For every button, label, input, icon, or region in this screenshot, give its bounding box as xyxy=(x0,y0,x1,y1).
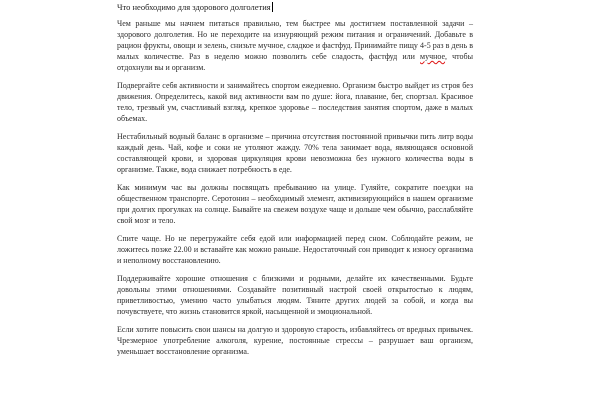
misspelled-word[interactable]: мучное xyxy=(420,52,446,61)
paragraph-habits: Если хотите повысить свои шансы на долгую и здоровую старость, избавляйтесь от вредных привычек. Чрезмерное употребление алкоголя, курение, постоянные стрессы – разрушает ваш организм, уменьшает восстановление организма. xyxy=(117,325,473,356)
document-title-line[interactable] xyxy=(117,1,473,13)
paragraph-relationships: Поддерживайте хорошие отношения с близкими и родными, делайте их качественными. Будьте довольны этими отношениями. Создавайте позитивный настрой своей открытостью к людям, приветливостью, умению часто улыбаться людям. Тяните других людей за собой, и когда вы почувствуете, что жизнь становится яркой, насыщенной и эмоциональной. xyxy=(117,274,473,316)
paragraph-sleep: Спите чаще. Но не перегружайте себя едой или информацией перед сном. Соблюдайте режим, не ложитесь позже 22.00 и вставайте как можно раньше. Недостаточный сон приводит к износу организма и неполному восстановлению. xyxy=(117,234,473,265)
paragraph-nutrition xyxy=(117,18,473,73)
paragraph-water: Нестабильный водный баланс в организме – причина отсутствия постоянной привычки пить литр воды каждый день. Чай, кофе и соки не утоляют жажду. 70% тела занимает вода, являющаяся основной составляющей крови, и здоровая циркуляция крови невозможна без нужного количества воды в организме. Также, вода снижает потребность в еде. xyxy=(117,132,473,174)
paragraph-activity: Подвергайте себя активности и занимайтесь спортом ежедневно. Организм быстро выйдет из строя без движения. Определитесь, какой вид активности вам по душе: йога, плавание, бег, спортзал. Красивое тело, трезвый ум, счастливый взгляд, крепкое здоровье – последствия занятия спортом, даже в малых объемах. xyxy=(117,81,473,123)
text-cursor xyxy=(272,2,273,12)
paragraph-nutrition-end: , чтобы отдохнули вы и организм. xyxy=(117,52,473,72)
paragraph-nutrition-text: Чем раньше мы начнем питаться правильно, тем быстрее мы достигнем поставленной задачи – здорового долголетия. Но не переходите на изнуряющий режим питания и ограничений. Добавьте в рацион фрукты, овощи и зелень, снизьте мучное, сладкое и фастфуд. Принимайте пищу 4-5 раз в день в малых количестве. Раз в неделю можно позволить себе сладость, фастфуд или xyxy=(117,19,473,61)
document-body[interactable] xyxy=(117,0,473,357)
paragraph-outdoors: Как минимум час вы должны посвящать пребыванию на улице. Гуляйте, сократите поездки на общественном транспорте. Серотонин – необходимый элемент, активизирующийся в нашем организме при долгих прогулках на солнце. Бывайте на свежем воздухе чаще и дольше чем обычно, расслабляйте свой мозг и тело. xyxy=(117,183,473,225)
document-title: Что необходимо для здорового долголетия xyxy=(117,2,271,12)
